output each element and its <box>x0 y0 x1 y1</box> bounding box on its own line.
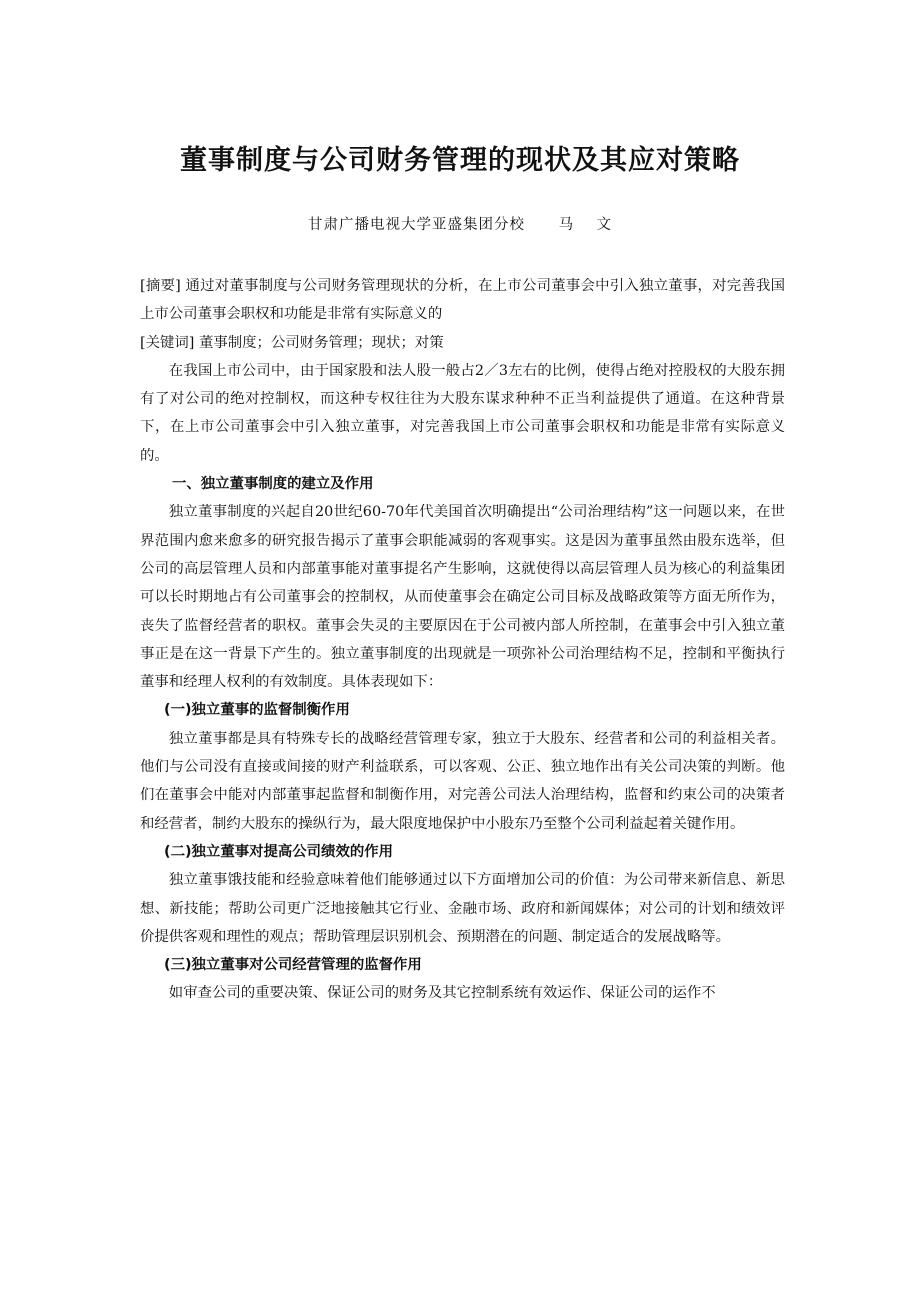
subsection-heading-2: (二)独立董事对提高公司绩效的作用 <box>164 843 394 860</box>
author-line: 甘肃广播电视大学亚盛集团分校 马 文 <box>307 217 613 233</box>
subsection-heading-1: (一)独立董事的监督制衡作用 <box>164 702 350 719</box>
subsection-paragraph-2: 独立董事饿技能和经验意味着他们能够通过以下方面增加公司的价值：为公司带来新信息、新思想、新技能；帮助公司更广泛地接触其它行业、金融市场、政府和新闻媒体；对公司的计划和绩效评价提供客观和理性的观点；帮助管理层识别机会、预期潜在的问题、制定适合的发展战略等。 <box>140 872 785 945</box>
section-paragraph-1: 独立董事制度的兴起自20世纪60-70年代美国首次明确提出“公司治理结构”这一问题以来，在世界范围内愈来愈多的研究报告揭示了董事会职能减弱的客观事实。这是因为董事虽然由股东选举，但公司的高层管理人员和内部董事能对董事提名产生影响，这就使得以高层管理人员为核心的利益集团可以长时期地占有公司董事会的控制权，从而使董事会在确定公司目标及战略政策等方面无所作为，丧失了监督经营者的职权。董事会失灵的主要原因在于公司被内部人所控制，在董事会中引入独立董事正是在这一背景下产生的。独立董事制度的出现就是一项弥补公司治理结构不足，控制和平衡执行董事和经理人权利的有效制度。具体表现如下： <box>140 504 785 691</box>
subsection-heading-3: (三)独立董事对公司经营管理的监督作用 <box>164 957 422 974</box>
subsection-paragraph-3: 如审查公司的重要决策、保证公司的财务及其它控制系统有效运作、保证公司的运作不 <box>168 985 716 1002</box>
subsection-paragraph-1: 独立董事都是具有特殊专长的战略经营管理专家，独立于大股东、经营者和公司的利益相关者。他们与公司没有直接或间接的财产利益联系，可以客观、公正、独立地作出有关公司决策的判断。他们在董事会中能对内部董事起监督和制衡作用，对完善公司法人治理结构，监督和约束公司的决策者和经营者，制约大股东的操纵行为，最大限度地保护中小股东乃至整个公司利益起着关键作用。 <box>140 730 785 832</box>
article-body <box>140 272 785 1008</box>
section-heading-1: 一、独立董事制度的建立及作用 <box>172 476 374 493</box>
article-title: 董事制度与公司财务管理的现状及其应对策略 <box>180 145 740 176</box>
keywords-paragraph: [关键词] 董事制度；公司财务管理；现状；对策 <box>140 334 444 351</box>
abstract-paragraph: [摘要] 通过对董事制度与公司财务管理现状的分析，在上市公司董事会中引入独立董事，对完善我国上市公司董事会职权和功能是非常有实际意义的 <box>140 278 785 323</box>
intro-paragraph: 在我国上市公司中，由于国家股和法人股一般占2／3左右的比例，使得占绝对控股权的大股东拥有了对公司的绝对控制权，而这种专权往往为大股东谋求种种不正当利益提供了通道。在这种背景下，在上市公司董事会中引入独立董事，对完善我国上市公司董事会职权和功能是非常有实际意义的。 <box>140 362 785 464</box>
